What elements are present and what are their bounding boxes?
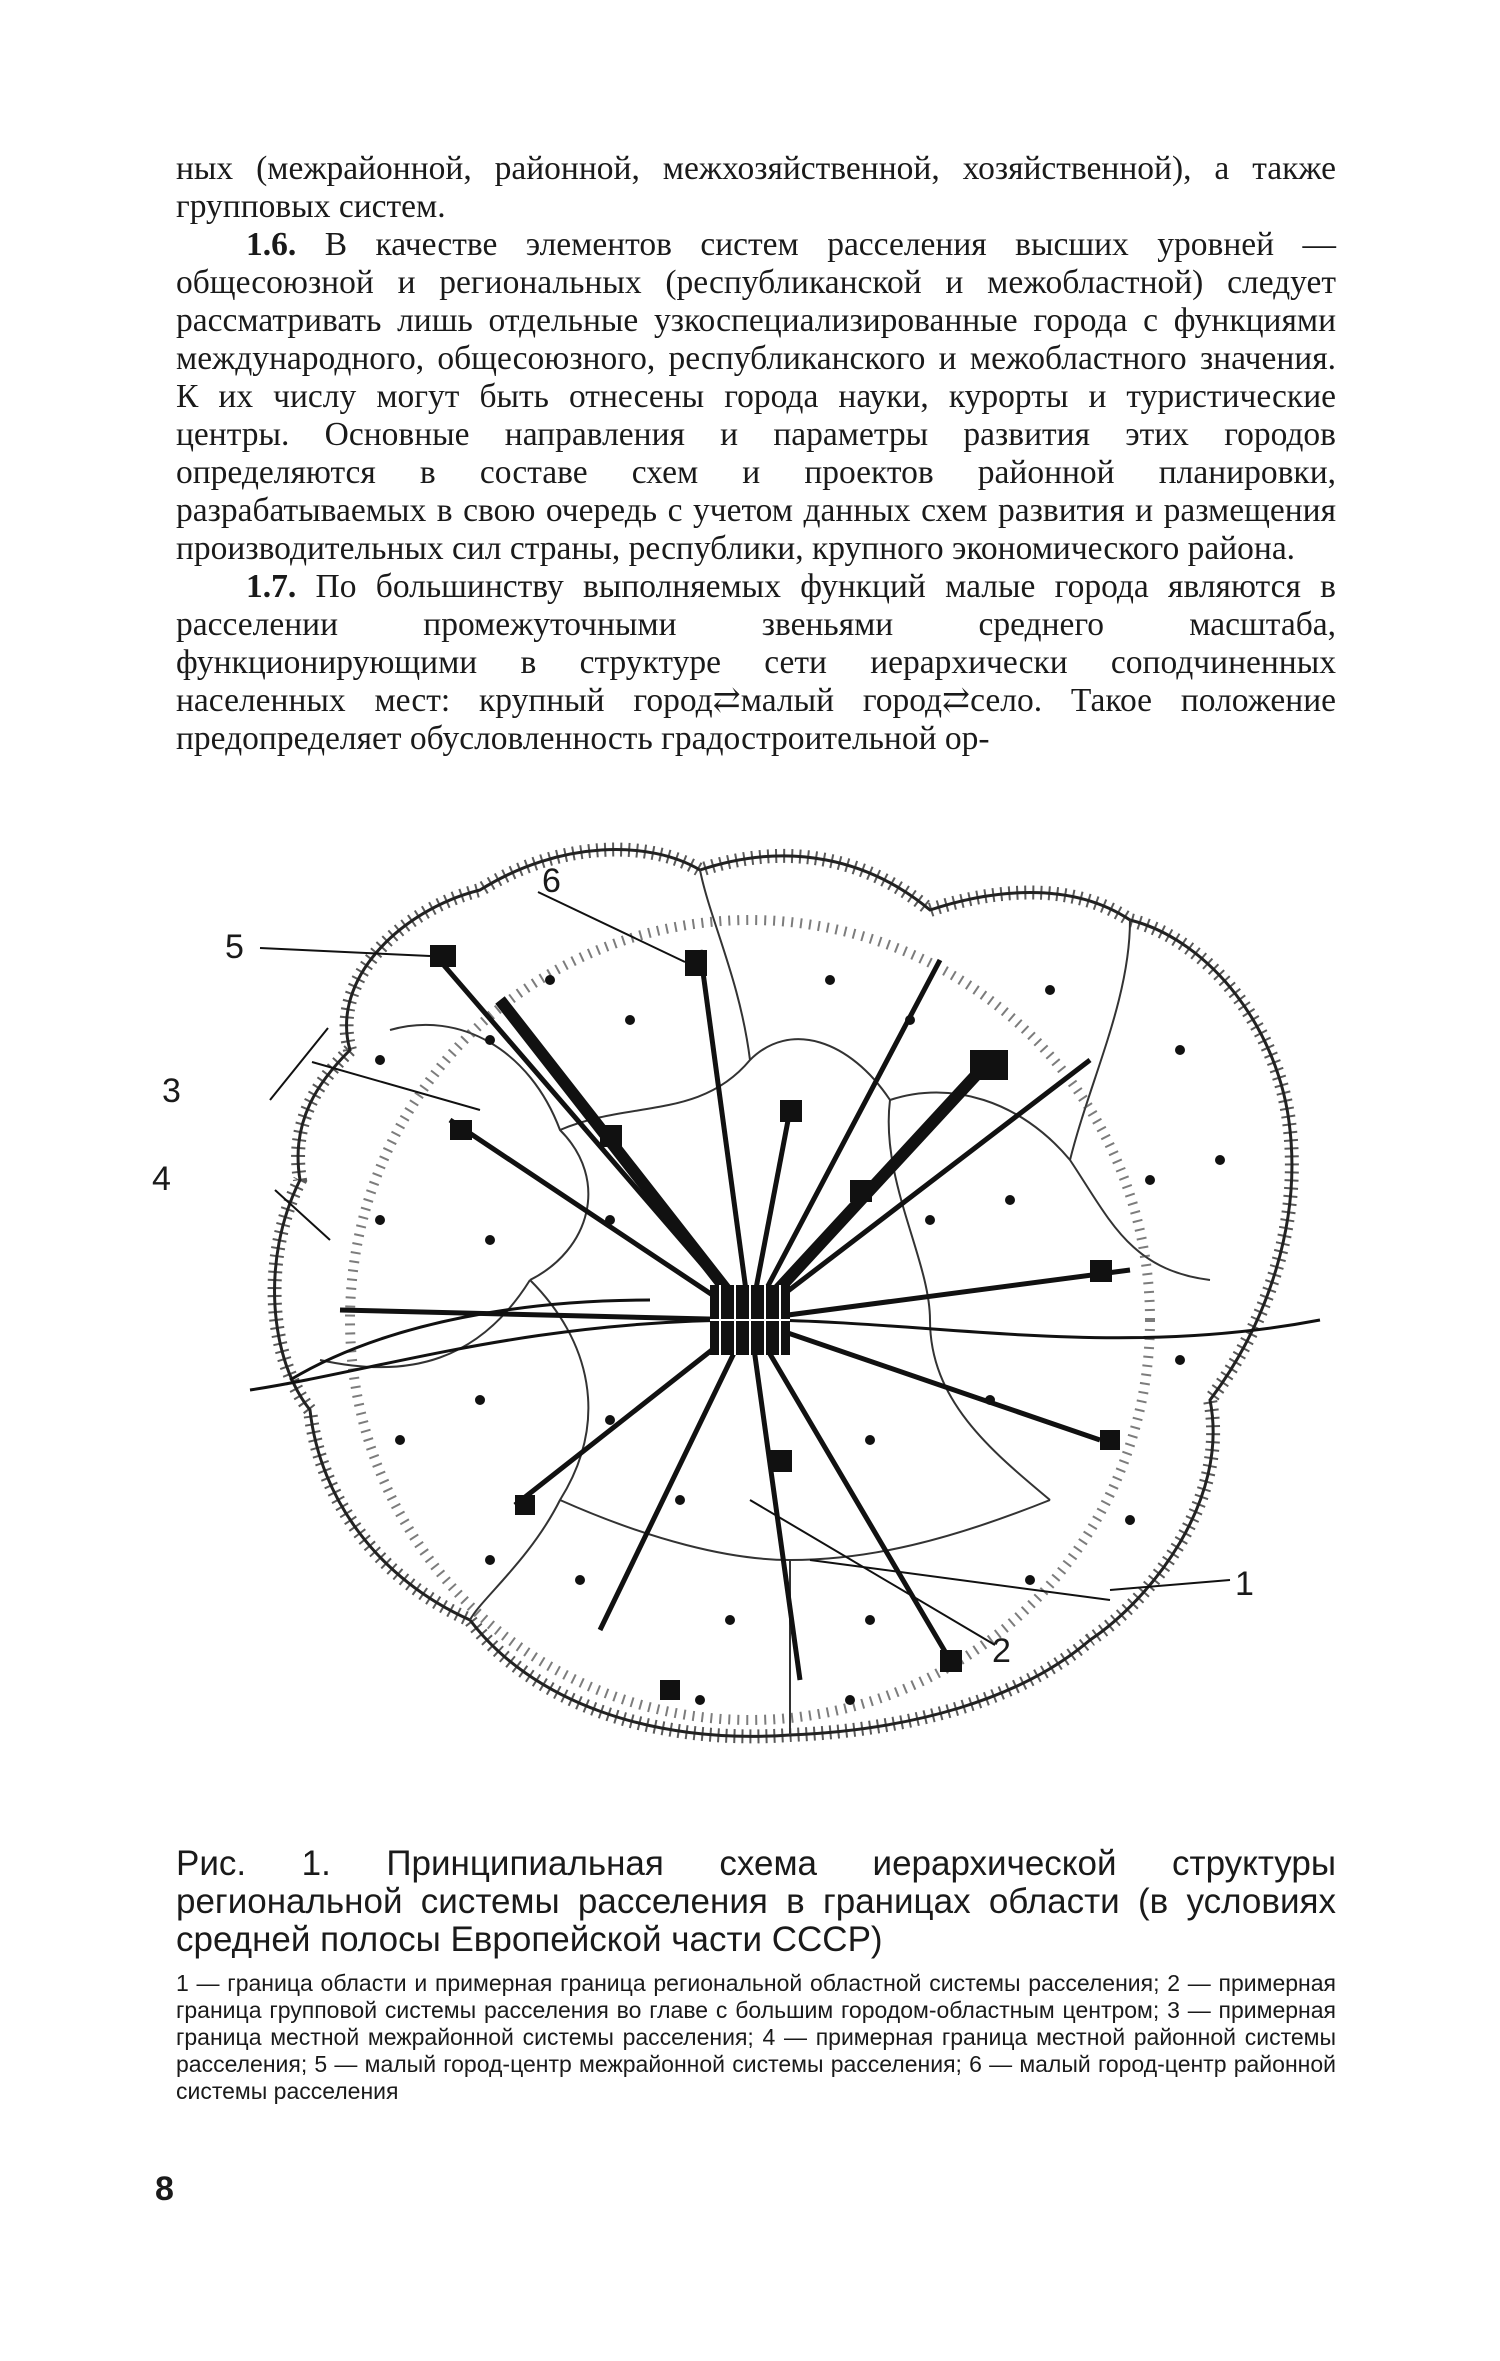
- settlement-scheme-figure: [152, 800, 1360, 1790]
- paragraph-1-7-text: По большинству выполняемых функций малые города являются в расселении промежуточными звеньями среднего масштаба, функционирующими в структуре сети иерархически соподчиненных населенных мест: крупный город⇄малый город⇄село. Такое положение предопределяет обусловленность градостроительной ор-: [176, 568, 1336, 757]
- paragraph-1-6-text: В качестве элементов систем расселения высших уровней — общесоюзной и региональных (республиканской и межобластной) следует рассматривать лишь отдельные узкоспециализированные города с функциями международного, общесоюзного, республиканского и межобластного значения. К их числу могут быть отнесены города науки, курорты и туристические центры. Основные направления и параметры развития этих городов определяются в составе схем и проектов районной планировки, разрабатываемых в свою очередь с учетом данных схем развития и размещения производительных сил страны, республики, крупного экономического района.: [176, 226, 1336, 567]
- figure-label-5: 5: [225, 928, 244, 966]
- figure-label-1: 1: [1235, 1565, 1254, 1603]
- figure-caption: Рис. 1. Принципиальная схема иерархической структуры региональной системы расселения в границах области (в условиях средней полосы Европейской части СССР): [176, 1844, 1336, 1959]
- paragraph-continued: ных (межрайонной, районной, межхозяйственной, хозяйственной), а также групповых систем.: [176, 150, 1336, 225]
- figure-label-3: 3: [162, 1072, 181, 1110]
- section-number-1-6: 1.6.: [246, 226, 297, 263]
- section-number-1-7: 1.7.: [246, 568, 297, 605]
- figure-label-2: 2: [992, 1632, 1011, 1670]
- page-number: 8: [155, 2170, 174, 2208]
- figure-label-6: 6: [542, 862, 561, 900]
- figure-legend: 1 — граница области и примерная граница региональной областной системы расселения; 2 — примерная граница групповой системы расселения во главе с большим городом-областным центром; 3 — примерная граница местной межрайонной системы расселения; 4 — примерная граница местной районной системы расселения; 5 — малый город-центр межрайонной системы расселения; 6 — малый город-центр районной системы расселения: [176, 1970, 1336, 2104]
- central-city: [710, 1285, 790, 1355]
- settlement-scheme-drawing: [152, 800, 1360, 1790]
- body-text: [176, 150, 1336, 758]
- paragraph-1-6: [176, 226, 1336, 568]
- paragraph-1-7: [176, 568, 1336, 758]
- figure-label-4: 4: [152, 1160, 171, 1198]
